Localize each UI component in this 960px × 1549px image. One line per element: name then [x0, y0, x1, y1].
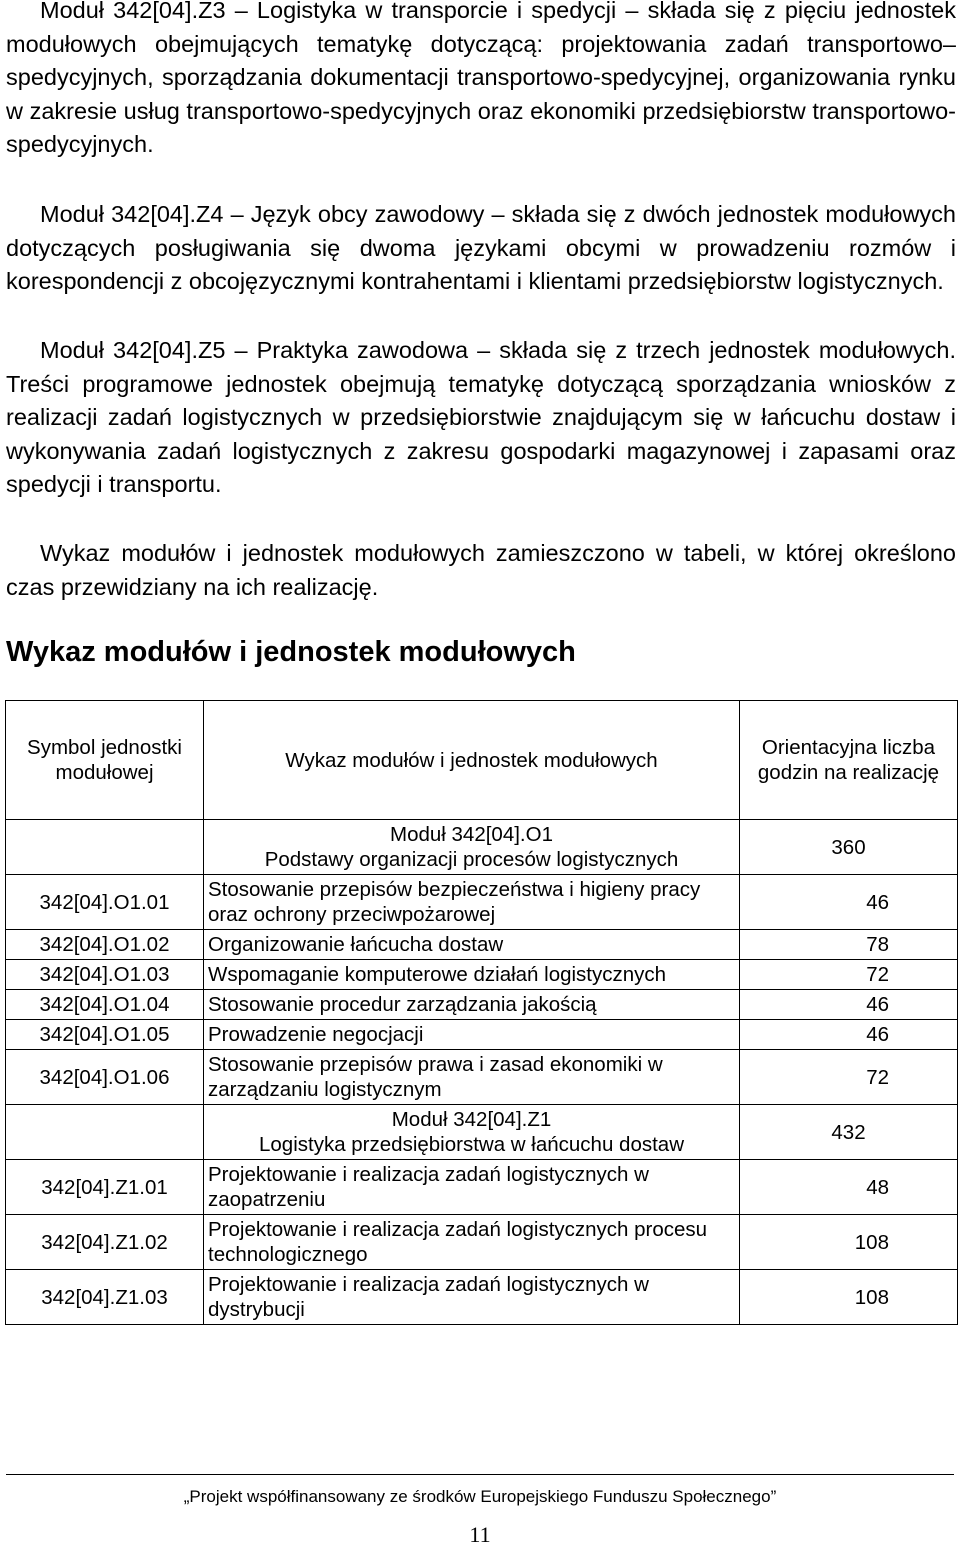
- unit-symbol: 342[04].O1.06: [6, 1050, 204, 1105]
- paragraph-table-intro: Wykaz modułów i jednostek modułowych zamieszczono w tabeli, w której określono czas przewidziany na ich realizację.: [6, 540, 956, 600]
- header-symbol: Symbol jednostki modułowej: [6, 701, 204, 820]
- unit-hours: 46: [740, 1020, 958, 1050]
- table-row: [6, 875, 958, 930]
- footer-divider: [6, 1474, 954, 1475]
- table-row: [6, 960, 958, 990]
- unit-hours: 108: [740, 1270, 958, 1325]
- table-row: [6, 1270, 958, 1325]
- table-row: [6, 1020, 958, 1050]
- modules-table: [5, 700, 958, 1325]
- unit-symbol: 342[04].O1.01: [6, 875, 204, 930]
- unit-symbol: 342[04].O1.02: [6, 930, 204, 960]
- table-row: [6, 1215, 958, 1270]
- header-hours: Orientacyjna liczba godzin na realizację: [740, 701, 958, 820]
- paragraph-module-z3: Moduł 342[04].Z3 – Logistyka w transporcie i spedycji – składa się z pięciu jednostek modułowych obejmujących tematykę dotyczącą: projektowania zadań transportowo–spedycyjnych, sporządzania dokumentacji transportowo-spedycyjnej, organizowania rynku w zakresie usług transportowo-spedycyjnych oraz ekonomiki przedsiębiorstw transportowo- spedycyjnych.: [6, 0, 956, 158]
- module-symbol-cell: [6, 1105, 204, 1160]
- module-hours: 360: [740, 820, 958, 875]
- unit-hours: 72: [740, 960, 958, 990]
- unit-name: Stosowanie przepisów prawa i zasad ekonomiki w zarządzaniu logistycznym: [204, 1050, 740, 1105]
- module-code: Moduł 342[04].Z1: [391, 1108, 552, 1131]
- unit-symbol: 342[04].O1.03: [6, 960, 204, 990]
- module-code: Moduł 342[04].O1: [390, 823, 553, 846]
- paragraph-module-z5: Moduł 342[04].Z5 – Praktyka zawodowa – składa się z trzech jednostek modułowych. Treści programowe jednostek obejmują tematykę dotyczącą sporządzania wniosków z realizacji zadań logistycznych w przedsiębiorstwie znajdującym się w łańcuchu dostaw i wykonywania zadań logistycznych z zakresu gospodarki magazynowej i zapasami oraz spedycji i transportu.: [6, 337, 956, 498]
- table-row: [6, 990, 958, 1020]
- section-heading: Wykaz modułów i jednostek modułowych: [6, 636, 576, 668]
- module-hours: 432: [740, 1105, 958, 1160]
- unit-hours: 48: [740, 1160, 958, 1215]
- unit-name: Stosowanie procedur zarządzania jakością: [204, 990, 740, 1020]
- unit-name: Projektowanie i realizacja zadań logistycznych procesu technologicznego: [204, 1215, 740, 1270]
- unit-name: Projektowanie i realizacja zadań logistycznych w zaopatrzeniu: [204, 1160, 740, 1215]
- module-heading-cell: [204, 1105, 740, 1160]
- unit-symbol: 342[04].Z1.03: [6, 1270, 204, 1325]
- module-row: [6, 1105, 958, 1160]
- unit-symbol: 342[04].Z1.01: [6, 1160, 204, 1215]
- unit-hours: 46: [740, 875, 958, 930]
- module-title: Podstawy organizacji procesów logistycznych: [264, 848, 679, 871]
- unit-hours: 72: [740, 1050, 958, 1105]
- table-body: [6, 820, 958, 1325]
- module-symbol-cell: [6, 820, 204, 875]
- module-row: [6, 820, 958, 875]
- module-title: Logistyka przedsiębiorstwa w łańcuchu dostaw: [258, 1133, 685, 1156]
- unit-name: Organizowanie łańcucha dostaw: [204, 930, 740, 960]
- paragraph-module-z4: Moduł 342[04].Z4 – Język obcy zawodowy – składa się z dwóch jednostek modułowych dotyczących posługiwania się dwoma językami obcymi w prowadzeniu rozmów i korespondencji z obcojęzycznymi kontrahentami i klientami przedsiębiorstw logistycznych.: [6, 201, 956, 295]
- page-number: 11: [469, 1522, 491, 1547]
- unit-name: Wspomaganie komputerowe działań logistycznych: [204, 960, 740, 990]
- table-row: [6, 1160, 958, 1215]
- table-header-row: [6, 701, 958, 820]
- unit-symbol: 342[04].Z1.02: [6, 1215, 204, 1270]
- unit-symbol: 342[04].O1.05: [6, 1020, 204, 1050]
- table-row: [6, 930, 958, 960]
- header-name: Wykaz modułów i jednostek modułowych: [204, 701, 740, 820]
- unit-name: Stosowanie przepisów bezpieczeństwa i higieny pracy oraz ochrony przeciwpożarowej: [204, 875, 740, 930]
- table-row: [6, 1050, 958, 1105]
- unit-symbol: 342[04].O1.04: [6, 990, 204, 1020]
- unit-hours: 46: [740, 990, 958, 1020]
- unit-name: Prowadzenie negocjacji: [204, 1020, 740, 1050]
- module-heading-cell: [204, 820, 740, 875]
- unit-name: Projektowanie i realizacja zadań logistycznych w dystrybucji: [204, 1270, 740, 1325]
- footer-text: „Projekt współfinansowany ze środków Europejskiego Funduszu Społecznego”: [183, 1487, 777, 1506]
- unit-hours: 108: [740, 1215, 958, 1270]
- unit-hours: 78: [740, 930, 958, 960]
